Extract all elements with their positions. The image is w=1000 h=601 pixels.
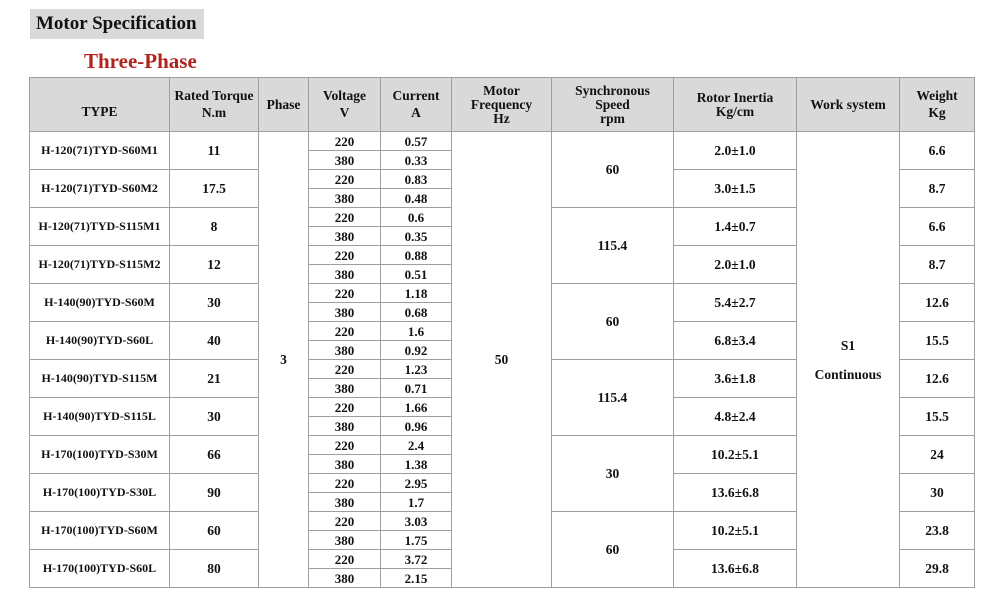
synchronous-speed-cell: 60 (552, 132, 674, 208)
current-cell: 2.4 (381, 436, 452, 455)
weight-cell: 12.6 (900, 360, 975, 398)
current-cell: 1.38 (381, 455, 452, 474)
current-cell: 0.33 (381, 151, 452, 170)
current-cell: 1.6 (381, 322, 452, 341)
model-type-cell: H-140(90)TYD-S115L (30, 398, 170, 436)
voltage-cell: 220 (309, 208, 381, 227)
rotor-inertia-cell: 10.2±5.1 (674, 436, 797, 474)
current-cell: 0.83 (381, 170, 452, 189)
current-cell: 1.23 (381, 360, 452, 379)
motor-spec-table (29, 77, 975, 588)
header-current: Current A (381, 78, 452, 132)
current-cell: 2.15 (381, 569, 452, 588)
section-subheading: Three-Phase (84, 49, 197, 73)
weight-cell: 15.5 (900, 322, 975, 360)
current-cell: 1.75 (381, 531, 452, 550)
header-phase: Phase (259, 78, 309, 132)
header-type: TYPE (30, 78, 170, 132)
current-cell: 0.68 (381, 303, 452, 322)
rated-torque-cell: 80 (170, 550, 259, 588)
rotor-inertia-cell: 13.6±6.8 (674, 474, 797, 512)
current-cell: 0.88 (381, 246, 452, 265)
header-row (30, 78, 975, 132)
synchronous-speed-cell: 60 (552, 284, 674, 360)
rotor-inertia-cell: 1.4±0.7 (674, 208, 797, 246)
voltage-cell: 380 (309, 189, 381, 208)
current-cell: 3.72 (381, 550, 452, 569)
current-cell: 0.57 (381, 132, 452, 151)
voltage-cell: 380 (309, 493, 381, 512)
voltage-cell: 380 (309, 265, 381, 284)
rated-torque-cell: 66 (170, 436, 259, 474)
model-type-cell: H-140(90)TYD-S60L (30, 322, 170, 360)
model-type-cell: H-140(90)TYD-S60M (30, 284, 170, 322)
header-synchronous-speed: Synchronous Speed rpm (552, 78, 674, 132)
rated-torque-cell: 12 (170, 246, 259, 284)
header-rotor-inertia: Rotor Inertia Kg/cm (674, 78, 797, 132)
model-type-cell: H-120(71)TYD-S115M2 (30, 246, 170, 284)
rated-torque-cell: 17.5 (170, 170, 259, 208)
voltage-cell: 220 (309, 398, 381, 417)
rotor-inertia-cell: 2.0±1.0 (674, 246, 797, 284)
rated-torque-cell: 21 (170, 360, 259, 398)
synchronous-speed-cell: 30 (552, 436, 674, 512)
model-type-cell: H-170(100)TYD-S60M (30, 512, 170, 550)
voltage-cell: 380 (309, 455, 381, 474)
voltage-cell: 220 (309, 284, 381, 303)
rated-torque-cell: 90 (170, 474, 259, 512)
rated-torque-cell: 8 (170, 208, 259, 246)
current-cell: 1.7 (381, 493, 452, 512)
current-cell: 3.03 (381, 512, 452, 531)
current-cell: 0.48 (381, 189, 452, 208)
rotor-inertia-cell: 5.4±2.7 (674, 284, 797, 322)
weight-cell: 23.8 (900, 512, 975, 550)
voltage-cell: 220 (309, 474, 381, 493)
voltage-cell: 220 (309, 436, 381, 455)
voltage-cell: 380 (309, 379, 381, 398)
rated-torque-cell: 11 (170, 132, 259, 170)
model-type-cell: H-170(100)TYD-S30L (30, 474, 170, 512)
synchronous-speed-cell: 60 (552, 512, 674, 588)
synchronous-speed-cell: 115.4 (552, 208, 674, 284)
voltage-cell: 380 (309, 341, 381, 360)
voltage-cell: 380 (309, 151, 381, 170)
header-motor-frequency: Motor Frequency Hz (452, 78, 552, 132)
voltage-cell: 220 (309, 512, 381, 531)
current-cell: 0.92 (381, 341, 452, 360)
voltage-cell: 220 (309, 322, 381, 341)
work-system-cell (797, 132, 900, 588)
header-rated-torque: Rated Torque N.m (170, 78, 259, 132)
weight-cell: 6.6 (900, 208, 975, 246)
work-system-code: S1 (840, 337, 856, 353)
rotor-inertia-cell: 13.6±6.8 (674, 550, 797, 588)
voltage-cell: 380 (309, 569, 381, 588)
voltage-cell: 220 (309, 360, 381, 379)
weight-cell: 12.6 (900, 284, 975, 322)
voltage-cell: 220 (309, 132, 381, 151)
motor-frequency-cell: 50 (452, 132, 552, 588)
weight-cell: 24 (900, 436, 975, 474)
synchronous-speed-cell: 115.4 (552, 360, 674, 436)
phase-cell: 3 (259, 132, 309, 588)
rated-torque-cell: 30 (170, 284, 259, 322)
voltage-cell: 220 (309, 170, 381, 189)
current-cell: 0.51 (381, 265, 452, 284)
table-row (30, 132, 975, 151)
rated-torque-cell: 30 (170, 398, 259, 436)
weight-cell: 29.8 (900, 550, 975, 588)
weight-cell: 8.7 (900, 246, 975, 284)
work-system-mode: Continuous (814, 366, 882, 382)
weight-cell: 15.5 (900, 398, 975, 436)
page-heading: Motor Specification (30, 9, 204, 39)
current-cell: 0.71 (381, 379, 452, 398)
voltage-cell: 380 (309, 531, 381, 550)
rotor-inertia-cell: 4.8±2.4 (674, 398, 797, 436)
model-type-cell: H-120(71)TYD-S115M1 (30, 208, 170, 246)
model-type-cell: H-120(71)TYD-S60M1 (30, 132, 170, 170)
voltage-cell: 220 (309, 550, 381, 569)
voltage-cell: 380 (309, 303, 381, 322)
current-cell: 0.96 (381, 417, 452, 436)
rated-torque-cell: 40 (170, 322, 259, 360)
rotor-inertia-cell: 2.0±1.0 (674, 132, 797, 170)
table-body (30, 132, 975, 588)
voltage-cell: 220 (309, 246, 381, 265)
current-cell: 0.6 (381, 208, 452, 227)
header-work-system: Work system (797, 78, 900, 132)
rotor-inertia-cell: 10.2±5.1 (674, 512, 797, 550)
model-type-cell: H-170(100)TYD-S30M (30, 436, 170, 474)
voltage-cell: 380 (309, 227, 381, 246)
voltage-cell: 380 (309, 417, 381, 436)
current-cell: 1.66 (381, 398, 452, 417)
model-type-cell: H-170(100)TYD-S60L (30, 550, 170, 588)
rated-torque-cell: 60 (170, 512, 259, 550)
rotor-inertia-cell: 3.0±1.5 (674, 170, 797, 208)
header-voltage: Voltage V (309, 78, 381, 132)
weight-cell: 30 (900, 474, 975, 512)
weight-cell: 8.7 (900, 170, 975, 208)
current-cell: 2.95 (381, 474, 452, 493)
model-type-cell: H-140(90)TYD-S115M (30, 360, 170, 398)
rotor-inertia-cell: 6.8±3.4 (674, 322, 797, 360)
header-weight: Weight Kg (900, 78, 975, 132)
model-type-cell: H-120(71)TYD-S60M2 (30, 170, 170, 208)
current-cell: 1.18 (381, 284, 452, 303)
current-cell: 0.35 (381, 227, 452, 246)
rotor-inertia-cell: 3.6±1.8 (674, 360, 797, 398)
weight-cell: 6.6 (900, 132, 975, 170)
